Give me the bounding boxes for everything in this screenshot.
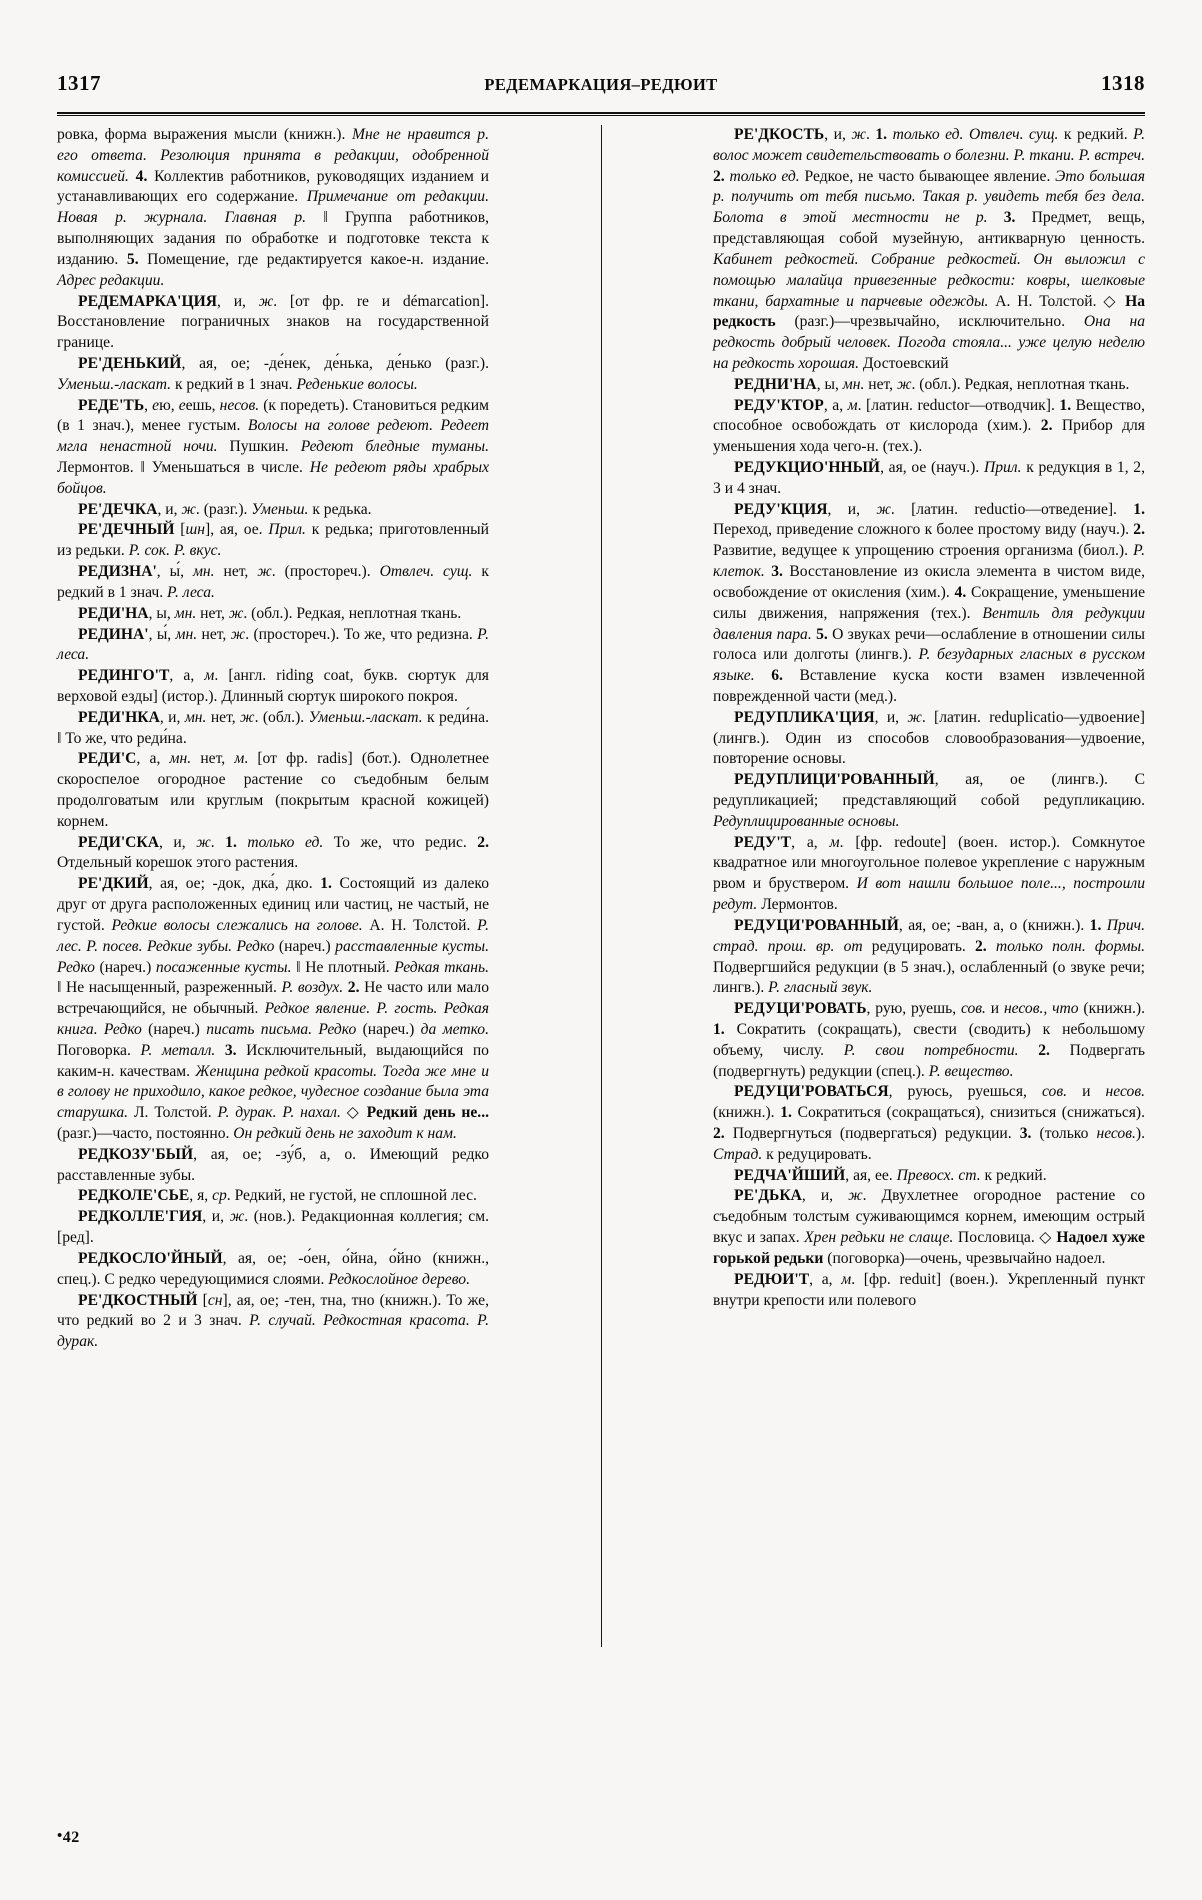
dictionary-entry: РЕДКОЛЕ'СЬЕ, я, ср. Редкий, не густой, не сплошной лес.: [78, 1187, 477, 1205]
dictionary-entry: РЕДУКЦИО'ННЫЙ, ая, ое (науч.). Прил. к редукция в 1, 2, 3 и 4 знач.: [713, 459, 1145, 497]
dictionary-entry: РЕДУПЛИЦИ'РОВАННЫЙ, ая, ое (лингв.). С редупликацией; представляющий собой редупликацию. Редуплицированные основы.: [713, 771, 1145, 830]
dictionary-entry: РЕДКОЛЛЕ'ГИЯ, и, ж. (нов.). Редакционная коллегия; см. [ред].: [57, 1208, 489, 1247]
entry-continuation: ровка, форма выражения мысли (книжн.). Мне не нравится р. его ответа. Резолюция принята в редакции, одобренной комиссией. 4. Коллектив работников, руководящих изданием и устанавливающих его содержание. Примечание от редакции. Новая р. журнала. Главная р. ‖ Группа работников, выполняющих задания по обработке и подготовке текста к изданию. 5. Помещение, где редактируется какое-н. издание. Адрес редакции.: [57, 126, 489, 289]
dictionary-entry: РЕ'ДЕНЬКИЙ, ая, ое; -де́нек, де́нька, де́нько (разг.). Уменьш.-ласкат. к редкий в 1 знач. Реденькие волосы.: [57, 354, 489, 393]
dictionary-entry: РЕДИ'НКА, и, мн. нет, ж. (обл.). Уменьш.-ласкат. к реди́на. ‖ То же, что реди́на.: [57, 708, 489, 747]
dictionary-entry: РЕ'ДКОСТНЫЙ [сн], ая, ое; -тен, тна, тно (книжн.). То же, что редкий во 2 и 3 знач. Р. случай. Редкостная красота. Р. дурак.: [57, 1291, 489, 1351]
dictionary-entry: РЕДУЦИ'РОВАТЬ, рую, руешь, сов. и несов., что (книжн.). 1. Сократить (сокращать), свести (сводить) к небольшому объему, числу. Р. свои потребности. 2. Подвергать (подвергнуть) редукции (спец.). Р. вещество.: [713, 1000, 1145, 1080]
left-column: [57, 125, 489, 1780]
dictionary-entry: РЕ'ДЕЧКА, и, ж. (разг.). Уменьш. к редька.: [78, 500, 372, 518]
dictionary-entry: РЕДИНГО'Т, а, м. [англ. riding coat, букв. сюртук для верховой езды] (истор.). Длинный сюртук широкого покроя.: [57, 667, 489, 705]
running-head: [57, 68, 1145, 94]
signature-mark: [57, 1828, 80, 1847]
signature-bullet: •: [57, 1828, 63, 1844]
dictionary-entry: РЕ'ДЕЧНЫЙ [шн], ая, ое. Прил. к редька; приготовленный из редьки. Р. сок. Р. вкус.: [57, 521, 490, 560]
dictionary-entry: РЕДИ'СКА, и, ж. 1. только ед. То же, что редис. 2. Отдельный корешок этого растения.: [57, 833, 489, 872]
dictionary-entry: РЕДКОЗУ'БЫЙ, ая, ое; -зу́б, а, о. Имеющий редко расставленные зубы.: [57, 1145, 489, 1184]
dictionary-entry: РЕДУПЛИКА'ЦИЯ, и, ж. [латин. reduplicatio—удвоение] (лингв.). Один из способов словообразования—удвоение, повторение основы.: [713, 708, 1145, 768]
dictionary-entry: РЕДЮИ'Т, а, м. [фр. reduit] (воен.). Укрепленный пункт внутри крепости или полевого: [713, 1270, 1145, 1309]
dictionary-entry: РЕ'ДКИЙ, ая, ое; -док, дка́, дко. 1. Состоящий из далеко друг от друга расположенных единиц или частиц, не частый, не густой. Редкие волосы слежались на голове. А. Н. Толстой. Р. лес. Р. посев. Редкие зубы. Редко (нареч.) расставленные кусты. Редко (нареч.) посаженные кусты. ‖ Не плотный. Редкая ткань. ‖ Не насыщенный, разреженный. Р. воздух. 2. Не часто или мало встречающийся, не обычный. Редкое явление. Р. гость. Редкая книга. Редко (нареч.) писать письма. Редко (нареч.) да метко. Поговорка. Р. металл. 3. Исключительный, выдающийся по каким-н. качествам. Женщина редкой красоты. Тогда же мне и в голову не приходило, какое редкое, чудесное создание была эта старушка. Л. Толстой. Р. дурак. Р. нахал. ◇ Редкий день не... (разг.)—часто, постоянно. Он редкий день не заходит к нам.: [57, 875, 490, 1142]
dictionary-entry: РЕДКОСЛО'ЙНЫЙ, ая, ое; -о́ен, о́йна, о́йно (книжн., спец.). С редко чередующимися слоями. Редкослойное дерево.: [57, 1249, 489, 1288]
dictionary-entry: РЕДУ'КТОР, а, м. [латин. reductor—отводчик]. 1. Вещество, способное освобождать от кислорода (хим.). 2. Прибор для уменьшения хода чего-н. (тех.).: [713, 396, 1145, 456]
right-column: [713, 125, 1145, 1780]
dictionary-entry: РЕ'ДЬКА, и, ж. Двухлетнее огородное растение со съедобным толстым суживающимся корнем, имеющим острый вкус и запах. Хрен редьки не слаще. Пословица. ◇ Надоел хуже горькой редьки (поговорка)—очень, чрезвычайно надоел.: [713, 1187, 1145, 1267]
dictionary-entry: РЕДУЦИ'РОВАННЫЙ, ая, ое; -ван, а, о (книжн.). 1. Прич. страд. прош. вр. от редуцировать. 2. только полн. формы. Подвергшийся редукции (в 5 знач.), ослабленный (о звуке речи; лингв.). Р. гласный звук.: [713, 916, 1145, 997]
folio-right: 1318: [1101, 71, 1145, 95]
dictionary-entry: РЕДИ'НА, ы, мн. нет, ж. (обл.). Редкая, неплотная ткань.: [78, 604, 462, 622]
column-container: [57, 125, 1145, 1780]
dictionary-entry: РЕДНИ'НА, ы, мн. нет, ж. (обл.). Редкая, неплотная ткань.: [734, 375, 1130, 393]
dictionary-entry: РЕДЧА'ЙШИЙ, ая, ее. Превосх. ст. к редкий.: [734, 1166, 1047, 1184]
dictionary-entry: РЕДУЦИ'РОВАТЬСЯ, руюсь, руешься, сов. и несов. (книжн.). 1. Сократиться (сокращаться), снизиться (снижаться). 2. Подвергнуться (подвергаться) редукции. 3. (только несов.). Страд. к редуцировать.: [713, 1083, 1146, 1163]
dictionary-entry: РЕДЕМАРКА'ЦИЯ, и, ж. [от фр. re и démarcation]. Восстановление пограничных знаков на государственной границе.: [57, 292, 489, 352]
dictionary-entry: РЕДУ'КЦИЯ, и, ж. [латин. reductio—отведение]. 1. Переход, приведение сложного к более простому виду (науч.). 2. Развитие, ведущее к упрощению строения организма (биол.). Р. клеток. 3. Восстановление из окисла элемента в чистом виде, освобождение от окисления (хим.). 4. Сокращение, уменьшение силы движения, напряжения (тех.). Вентиль для редукции давления пара. 5. О звуках речи—ослабление в отношении силы голоса или долготы (лингв.). Р. безударных гласных в русском языке. 6. Вставление куска кости взамен извлеченной поврежденной части (мед.).: [713, 500, 1146, 705]
dictionary-entry: РЕДИНА', ы́, мн. нет, ж. (простореч.). То же, что редизна. Р. леса.: [57, 625, 489, 664]
dictionary-entry: РЕДУ'Т, а, м. [фр. redoute] (воен. истор.). Сомкнутое квадратное или многоугольное полевое укрепление с наружным рвом и бруствером. И вот нашли большое поле..., построили редут. Лермонтов.: [713, 833, 1145, 914]
running-head-title: РЕДЕМАРКАЦИЯ–РЕДЮИТ: [484, 74, 718, 94]
dictionary-entry: РЕДИЗНА', ы́, мн. нет, ж. (простореч.). Отвлеч. сущ. к редкий в 1 знач. Р. леса.: [57, 563, 489, 601]
dictionary-entry: РЕДИ'С, а, мн. нет, м. [от фр. radis] (бот.). Однолетнее скороспелое огородное растение со съедобным белым продолговатым или круглым (покрытым красной кожицей) корнем.: [57, 750, 490, 830]
folio-left: 1317: [57, 71, 101, 95]
header-rule: [57, 112, 1145, 116]
signature-number: 42: [62, 1828, 80, 1846]
dictionary-entry: РЕ'ДКОСТЬ, и, ж. 1. только ед. Отвлеч. сущ. к редкий. Р. волос может свидетельствовать о болезни. Р. ткани. Р. встреч. 2. только ед. Редкое, не часто бывающее явление. Это большая р. получить от тебя письмо. Такая р. увидеть тебя без дела. Болота в этой местности не р. 3. Предмет, вещь, представляющая собой музейную, антикварную ценность. Кабинет редкостей. Собрание редкостей. Он выложил с помощью малайца привезенные редкости: ковры, шелковые ткани, бархатные и парчевые одежды. А. Н. Толстой. ◇ На редкость (разг.)—чрезвычайно, исключительно. Она на редкость добрый человек. Погода стояла... уже целую неделю на редкость хорошая. Достоевский: [713, 126, 1145, 372]
column-divider: [601, 125, 602, 1647]
dictionary-entry: РЕДЕ'ТЬ, ею, еешь, несов. (к поредеть). Становиться редким (в 1 знач.), менее густым. Волосы на голове редеют. Редеет мгла ненастной ночи. Пушкин. Редеют бледные туманы. Лермонтов. ‖ Уменьшаться в числе. Не редеют ряды храбрых бойцов.: [57, 396, 490, 497]
